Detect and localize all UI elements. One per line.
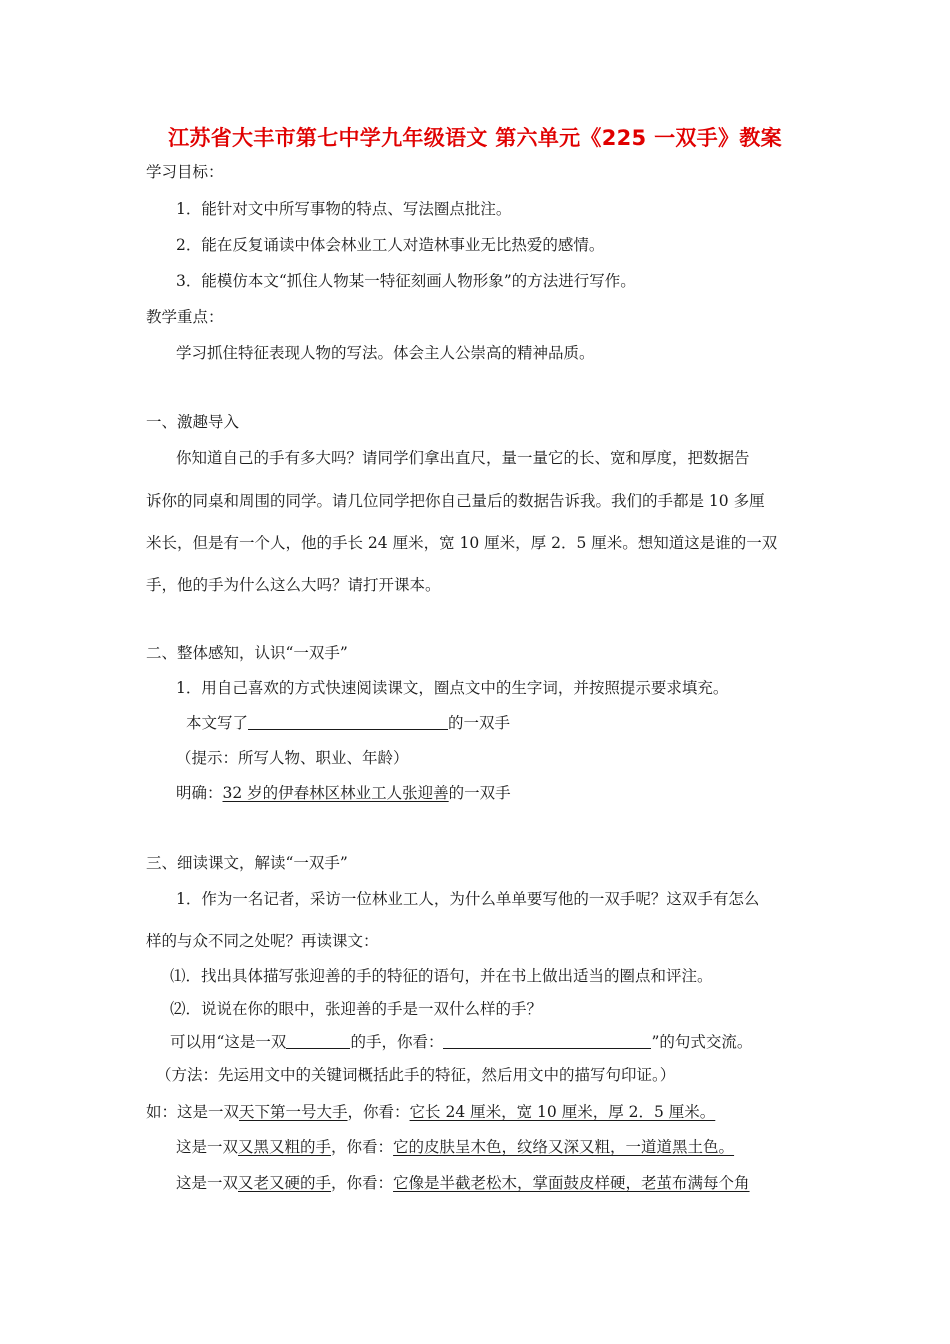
fill-blank[interactable] <box>248 713 448 730</box>
example-line-2 <box>176 1136 734 1158</box>
fill-prefix: 本文写了 <box>186 714 249 732</box>
example-line-3 <box>176 1172 750 1194</box>
section1-line-4: 手，他的手为什么这么大吗？请打开课本。 <box>146 576 441 594</box>
answer-underlined: 32 岁的伊春林区林业工人张迎善 <box>222 784 449 802</box>
answer-suffix: 的一双手 <box>448 784 511 802</box>
section1-line-1: 你知道自己的手有多大吗？请同学们拿出直尺，量一量它的长、宽和厚度，把数据告 <box>176 449 750 467</box>
example-mid: ，你看： <box>331 1174 394 1192</box>
example-mid: ，你看： <box>331 1138 394 1156</box>
example-trait: 又老又硬的手 <box>238 1174 332 1192</box>
example-evidence: 它的皮肤呈木色，纹络又深又粗，一道道黑土色。 <box>393 1138 735 1156</box>
section1-heading: 一、激趣导入 <box>146 413 240 431</box>
example-trait: 又黑又粗的手 <box>238 1138 332 1156</box>
example-lead: 如：这是一双 <box>146 1103 240 1121</box>
pattern-part-c: ”的句式交流。 <box>651 1033 753 1051</box>
fill-suffix: 的一双手 <box>448 714 511 732</box>
example-evidence: 它长 24 厘米，宽 10 厘米，厚 2．5 厘米。 <box>409 1103 716 1121</box>
example-line-1 <box>146 1101 715 1123</box>
section1-line-3: 米长，但是有一个人，他的手长 24 厘米，宽 10 厘米，厚 2．5 厘米。想知道这是谁的一双 <box>146 534 778 552</box>
example-mid: ，你看： <box>347 1103 410 1121</box>
pattern-blank-1[interactable] <box>286 1032 350 1049</box>
sub-question-2: ⑵．说说在你的眼中，张迎善的手是一双什么样的手？ <box>170 1000 543 1018</box>
section2-heading: 二、整体感知，认识“一双手” <box>146 644 348 662</box>
section3-q1-line-1: 1．作为一名记者，采访一位林业工人，为什么单单要写他的一双手呢？这双手有怎么 <box>176 890 760 908</box>
sub-question-1: ⑴．找出具体描写张迎善的手的特征的语句，并在书上做出适当的圈点和评注。 <box>170 967 713 985</box>
section3-q1-line-2: 样的与众不同之处呢？再读课文： <box>146 932 379 950</box>
example-trait: 天下第一号大手 <box>239 1103 348 1121</box>
goal-item-2: 2．能在反复诵读中体会林业工人对造林事业无比热爱的感情。 <box>176 236 605 254</box>
hint-text: （提示：所写人物、职业、年龄） <box>176 749 409 767</box>
example-lead: 这是一双 <box>176 1174 239 1192</box>
sentence-pattern <box>170 1031 752 1053</box>
focus-text: 学习抓住特征表现人物的写法。体会主人公崇高的精神品质。 <box>176 344 595 362</box>
answer-prefix: 明确： <box>176 784 223 802</box>
goal-item-1: 1．能针对文中所写事物的特点、写法圈点批注。 <box>176 200 512 218</box>
focus-heading: 教学重点： <box>146 308 224 326</box>
example-lead: 这是一双 <box>176 1138 239 1156</box>
answer-line <box>176 782 511 804</box>
document-title: 江苏省大丰市第七中学九年级语文 第六单元《225 一双手》教案 <box>168 126 782 150</box>
fill-in-line <box>186 712 510 734</box>
section2-step1: 1．用自己喜欢的方式快速阅读课文，圈点文中的生字词，并按照提示要求填充。 <box>176 679 729 697</box>
section3-heading: 三、细读课文，解读“一双手” <box>146 854 348 872</box>
pattern-blank-2[interactable] <box>443 1032 651 1049</box>
section1-line-2: 诉你的同桌和周围的同学。请几位同学把你自己量后的数据告诉我。我们的手都是 10 多厘 <box>146 492 765 510</box>
pattern-part-b: 的手，你看： <box>350 1033 444 1051</box>
goal-item-3: 3．能模仿本文“抓住人物某一特征刻画人物形象”的方法进行写作。 <box>176 272 636 290</box>
goals-heading: 学习目标： <box>146 163 224 181</box>
example-evidence: 它像是半截老松木，掌面鼓皮样硬，老茧布满每个角 <box>393 1174 750 1192</box>
pattern-part-a: 可以用“这是一双 <box>170 1033 287 1051</box>
method-note: （方法：先运用文中的关键词概括此手的特征，然后用文中的描写句印证。） <box>156 1066 676 1084</box>
